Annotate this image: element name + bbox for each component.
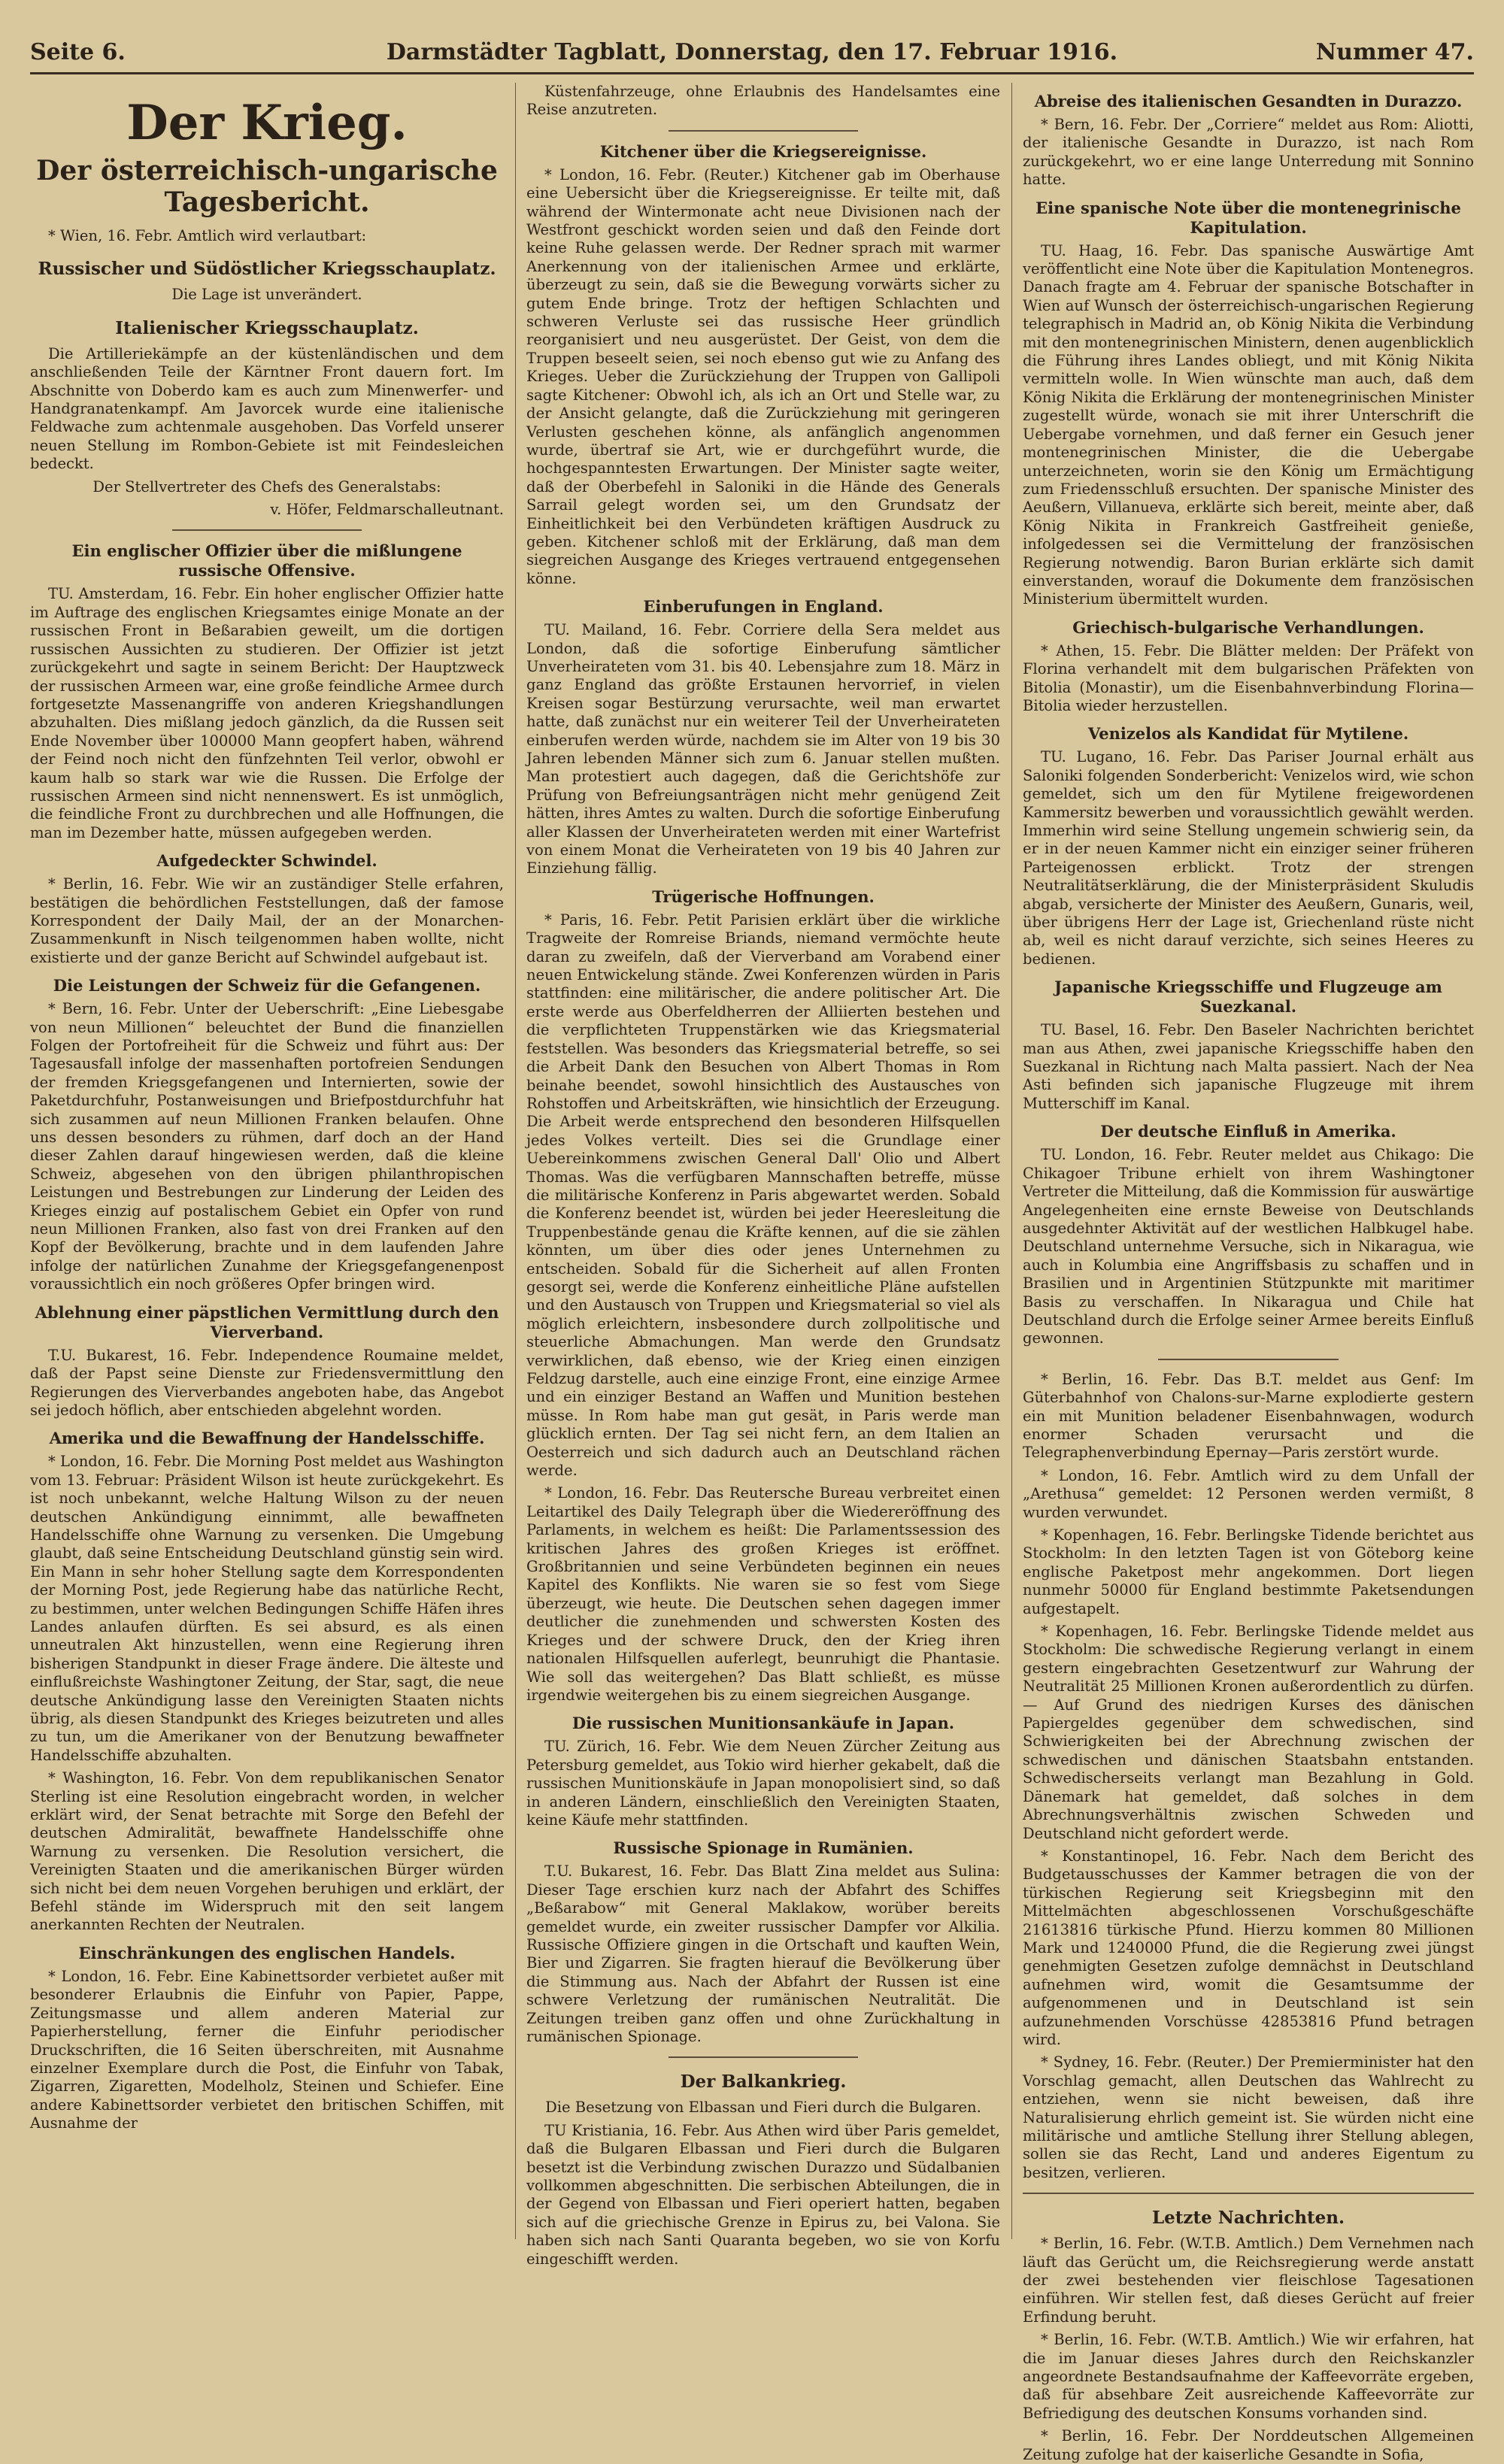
article-text: TU. London, 16. Febr. Reuter meldet aus Chikago: Die Chikagoer Tribune erhielt von ihrem Washingtoner Vertreter die Mitteilung, daß die Kommission für auswärtige Angelegenheiten eine ernste Beweise von Deutschlands ausgedehnter Aktivität auf der westlichen Halbkugel habe. Deutschland unternehme Versuche, sich in Nikaragua, wie auch in Kolumbia eine Angriffsbasis zu schaffen und in Brasilien und in Argentinien Stützpunkte mit maritimer Basis zu verschaffen. In Nikaragua und Chile hat Deutschland durch die Erfolge seiner Armee bereits Einfluß gewonnen. (1023, 1146, 1474, 1347)
article-heading: Die Leistungen der Schweiz für die Gefangenen. (53, 976, 481, 996)
signature-name: v. Höfer, Feldmarschalleutnant. (270, 501, 504, 519)
article-heading: Trügerische Hoffnungen. (652, 886, 875, 906)
section-heading: Russischer und Südöstlicher Kriegsschauplatz. (38, 259, 496, 280)
separator (1023, 2193, 1474, 2194)
article-text: * London, 16. Febr. Die Morning Post meldet aus Washington vom 13. Februar: Präsident Wilson ist heute zurückgekehrt. Es ist noch unbekannt, welche Haltung Wilson zu der neuen deutschen Ankündigung einnimmt, alle bewaffneten Handelsschiffe ohne Warnung zu versenken. Die Umgebung glaubt, daß seine Entscheidung Deutschland günstig sein wird. Ein Mann in sehr hoher Stellung sagte dem Korrespondenten der Morning Post, jede Regierung habe das natürliche Recht, zu bestimmen, unter welchen Bedingungen Schiffe Häfen ihres Landes anlaufen dürften. Es sei absurd, es als einen unneutralen Akt hinzustellen, wenn eine Regierung ihren bisherigen Standpunkt in dieser Frage ändere. Die älteste und einflußreichste Washingtoner Zeitung, der Star, sagt, die neue deutsche Ankündigung lasse den Vereinigten Staaten nichts übrig, als diesen Standpunkt des Krieges beizutreten und alles zu tun, um die Amerikaner von der Benutzung bewaffneter Handelsschiffe abzuhalten. (30, 1453, 504, 1764)
article-text: Küstenfahrzeuge, ohne Erlaubnis des Handelsamtes eine Reise anzutreten. (526, 83, 1000, 119)
article-text: Die Lage ist unverändert. (171, 286, 362, 304)
article-text: TU. Basel, 16. Febr. Den Baseler Nachrichten berichtet man aus Athen, zwei japanische Kriegsschiffe haben den Suezkanal in Richtung nach Malta passiert. Nach der Nea Asti befinden sich japanische Flugzeuge mit ihrem Mutterschiff im Kanal. (1023, 1021, 1474, 1112)
column-2 (526, 83, 1001, 2268)
article-text: * Paris, 16. Febr. Petit Parisien erklärt über die wirkliche Tragweite der Romreise Briands, niemand vermöchte heute daran zu zweifeln, daß der Vierverband am Vorabend einer neuen Entwickelung stände. Zwei Konferenzen würden in Paris stattfinden: eine militärischer, die andere politischer Art. Die erste werde aus Oberfeldherren der Alliierten bestehen und die verpflichteten Truppenstärken wie das Kriegsmaterial feststellen. Was besonders das Kriegsmaterial betreffe, so sei die Arbeit Dank den Besuchen von Albert Thomas in Rom beinahe beendet, sowohl hinsichtlich des Austausches von Rohstoffen und Arbeitskräften, wie hinsichtlich der Erzeugung. Die Arbeit werde entsprechend den besonderen Hilfsquellen jedes Volkes verteilt. Dies sei die Grundlage einer Uebereinkommens zwischen General Dall' Olio und Albert Thomas. Was die verfügbaren Mannschaften betreffe, müsse die militärische Konferenz in Paris abgewartet werden. Sobald die Konferenz beendet ist, würden bei jeder Heeresleitung die Truppenbestände genau die Kräfte kennen, auf die sie zählen könnten, um über dies oder jenes Unternehmen zu entscheiden. Sobald für die Sicherheit auf allen Fronten gesorgt sei, werde die Konferenz einheitliche Pläne aufstellen und den Austausch von Truppen und Kriegsmaterial so viel als möglich erleichtern, insbesondere durch zollpolitische und steuerliche Abmachungen. Man werde den Grundsatz verwirklichen, daß ebenso, wie der Krieg einen einzigen Feldzug darstelle, auch eine einzige Front, eine einzige Armee und ein einziger Bestand an Waffen und Munition bestehen müsse. In Rom habe man gut gesät, in Paris werde man glücklich ernten. Der Tag sei nicht fern, an dem Italien an Oesterreich und sich dadurch auch an Deutschland rächen werde. (526, 911, 1000, 1480)
article-text: * Berlin, 16. Febr. Wie wir an zuständiger Stelle erfahren, bestätigen die behördlichen Feststellungen, daß der famose Korrespondent der Daily Mail, der an der Monarchen-Zusammenkunft in Nisch teilgenommen haben wollte, nicht existierte und der ganze Bericht auf Schwindel aufgebaut ist. (30, 875, 504, 966)
article-text: T.U. Bukarest, 16. Febr. Das Blatt Zina meldet aus Sulina: Dieser Tage erschien kurz nach der Abfahrt des Schiffes „Beßarabow“ mit General Maklakow, worüber bereits gemeldet wurde, ein zweiter russischer Dampfer vor Alkilia. Russische Offiziere gingen in die Ortschaft und kauften Wein, Bier und Zigarren. Sie fragten hierauf die Bevölkerung über die Stimmung aus. Nach der Abfahrt der Russen ist eine schwere Verletzung der rumänischen Neutralität. Die Zeitungen treiben ganz offen und ohne Zurückhaltung in rumänischen Spionage. (526, 1862, 1000, 2045)
article-heading: Einberufungen in England. (643, 597, 884, 617)
separator (172, 529, 362, 531)
article-heading: Einschränkungen des englischen Handels. (78, 1943, 456, 1962)
article-text: * Bern, 16. Febr. Der „Corriere“ meldet aus Rom: Aliotti, der italienische Gesandte in Durazzo, ist nach Rom zurückgekehrt, wo er eine lange Unterredung mit Sonnino hatte. (1023, 116, 1474, 189)
sub-title: Der österreichisch-ungarische Tagesbericht. (36, 155, 498, 218)
article-heading: Japanische Kriegsschiffe und Flugzeuge am Suezkanal. (1054, 977, 1442, 1017)
article-text: * Kopenhagen, 16. Febr. Berlingske Tidende meldet aus Stockholm: Die schwedische Regierung verlangt in einem gestern eingebrachten Gesetzentwurf zur Wahrung der Neutralität 25 Millionen Kronen außerordentlich zu dürfen. — Auf Grund des niedrigen Kurses des dänischen Papiergeldes gegenüber dem schwedischen, sind Schwierigkeiten bei der Abrechnung zwischen der schwedischen und dänischen Staatsbahn entstanden. Schwedischerseits verlangt man Bezahlung in Gold. Dänemark hat gemeldet, daß solches in dem Abrechnungsverhältnis zwischen Schweden und Deutschland nicht gefordert werde. (1023, 1623, 1474, 1842)
article-text: * Berlin, 16. Febr. Das B.T. meldet aus Genf: Im Güterbahnhof von Chalons-sur-Marne explodierte gestern ein mit Munition beladener Eisenbahnwagen, wodurch enormer Schaden verursacht und die Telegraphenverbindung Epernay—Paris zerstört wurde. (1023, 1370, 1474, 1462)
article-text: * Bern, 16. Febr. Unter der Ueberschrift: „Eine Liebesgabe von neun Millionen“ beleuchtet der Bund die finanziellen Folgen der Portofreiheit für die Schweiz und führt aus: Der Tagesausfall infolge der massenhaften portofreien Sendungen der fremden Kriegsgefangenen und Internierten, sowie der Paketdurchfuhr, Postanweisungen und Briefpostdurchfuhr hat sich zusammen auf neun Millionen Franken belaufen. Ohne uns dessen besonders zu rühmen, darf doch an der Hand dieser Zahlen darauf hingewiesen werden, daß die kleine Schweiz, abgesehen von den übrigen philanthropischen Leistungen und Bestrebungen zur Linderung der Leiden des Krieges einzig auf postalischem Gebiet ein Opfer von rund neun Millionen Franken, also fast von drei Franken auf den Kopf der Bevölkerung, brachte und in dem laufenden Jahre infolge der natürlichen Zunahme der Kriegsgefangenenpost voraussichtlich ein noch größeres Opfer bringen wird. (30, 1000, 504, 1293)
article-text: TU. Zürich, 16. Febr. Wie dem Neuen Zürcher Zeitung aus Petersburg gemeldet, aus Tokio wird hierher gekabelt, daß die russischen Munitionskäufe in Japan monopolisiert sind, so daß in anderen Ländern, einschließlich den Vereinigten Staaten, keine Käufe mehr stattfinden. (526, 1738, 1000, 1829)
article-heading: Kitchener über die Kriegsereignisse. (599, 141, 927, 161)
article-heading: Russische Spionage in Rumänien. (613, 1838, 914, 1858)
main-title: Der Krieg. (126, 95, 408, 151)
section-heading: Italienischer Kriegsschauplatz. (115, 317, 419, 338)
article-text: * Athen, 15. Febr. Die Blätter melden: Der Präfekt von Florina verhandelt mit dem bulgarischen Präfekten von Bitolia (Monastir), um die Eisenbahnverbindung Florina—Bitolia wieder herzustellen. (1023, 641, 1474, 714)
article-text: * London, 16. Febr. (Reuter.) Kitchener gab im Oberhause eine Uebersicht über die Kriegsereignisse. Er teilte mit, daß während der Wintermonate acht neue Divisionen nach der Westfront geschickt worden seien und daß den Feinde dort keine Ruhe gelassen werde. Der Redner sprach mit warmer Anerkennung von der italienischen Armee und erklärte, überzeugt zu sein, daß sie die Bewegung vorwärts sicher zu gutem Ende bringe. Trotz der heftigen Schlachten und schweren Verluste sei das russische Heer gründlich reorganisiert und neu ausgerüstet. Der Geist, von dem die Truppen beseelt seien, sei noch ebenso gut wie zu Anfang des Krieges. Ueber die Zurückziehung der Truppen von Gallipoli sagte Kitchener: Obwohl ich, als ich an Ort und Stelle war, zu der Ansicht gelangte, daß die Zurückziehung mit geringeren Verlusten geschehen könne, als anfänglich angenommen wurde, übertraf sie Art, wie er durchgeführt wurde, die hochgespanntesten Erwartungen. Der Minister sagte weiter, daß der Oberbefehl in Saloniki in die Hände des Generals Sarrail gelegt worden sei, um den Grundsatz der Einheitlichkeit bei den Verbündeten kräftigen Ausdruck zu geben. Kitchener schloß mit der Erklärung, daß man dem siegreichen Ausgange des Krieges vertrauend entgegensehen könne. (526, 165, 1000, 587)
article-heading: Ablehnung einer päpstlichen Vermittlung durch den Vierverband. (35, 1302, 499, 1341)
article-text: * Sydney, 16. Febr. (Reuter.) Der Premierminister hat den Vorschlag gemacht, allen Deutschen das Wahlrecht zu entziehen, wenn sie nicht beweisen, daß ihre Naturalisierung ehrlich gemeint ist. Sie würden nicht eine militärische und amtliche Stellung ihrer Stellung ablegen, sollen sie das Recht, Land und anderes Eigentum zu besitzen, verlieren. (1023, 2053, 1474, 2181)
article-text: * London, 16. Febr. Das Reutersche Bureau verbreitet einen Leitartikel des Daily Telegraph über die Wiedereröffnung des Parlaments, in welchem es heißt: Die Parlamentssession des kritischen Jahres des großen Krieges ist eröffnet. Großbritannien und seine Verbündeten beginnen ein neues Kapitel des Konflikts. Nie waren sie so fest vom Siege überzeugt, wie heute. Die Deutschen sehen dagegen immer deutlicher die zunehmenden und schwersten Kosten des Krieges und der schwere Druck, den der Krieg ihren nationalen Hilfsquellen auferlegt, beunruhigt die Phantasie. Wie soll das weitergehen? Das Blatt schließt, es müsse irgendwie weitergehen bis zu einem siegreichen Ausgange. (526, 1484, 1000, 1704)
article-text: Die Artilleriekämpfe an der küstenländischen und dem anschließenden Teile der Kärntner Front dauern fort. Im Abschnitte von Doberdo kam es auch zum Minenwerfer- und Handgranatenkampf. Am Javorcek wurde eine italienische Feldwache zum achtenmale ausgehoben. Das Vorfeld unserer neuen Stellung im Rombon-Gebiete ist mit Feindesleichen bedeckt. (30, 344, 504, 473)
article-text: TU. Mailand, 16. Febr. Corriere della Sera meldet aus London, daß die sofortige Einberufung sämtlicher Unverheirateten vom 31. bis 40. Lebensjahre zum 18. März in ganz England das größte Erstaunen hervorrief, in vielen Kreisen sogar Bestürzung verursachte, weil man erwartet hatte, daß zunächst nur ein weiterer Teil der Unverheirateten einberufen werden würde, nachdem sie im Alter von 19 bis 30 Jahren lebenden Männer sich zum 6. Januar stellen mußten. Man protestiert auch dagegen, daß die Gerichtshöfe zur Prüfung von Befreiungsanträgen nicht mehr genügend Zeit hätten, ihres Amtes zu walten. Durch die sofortige Einberufung aller Klassen der Unverheirateten werden mit einer Wartefrist von einem Monat die Verheirateten von 19 bis 40 Jahren zur Einziehung fällig. (526, 621, 1001, 877)
article-heading: Die russischen Munitionsankäufe in Japan. (572, 1714, 955, 1733)
article-intro: * Wien, 16. Febr. Amtlich wird verlautbart: (48, 227, 367, 244)
article-text: T.U. Bukarest, 16. Febr. Independence Roumaine meldet, daß der Papst seine Dienste zur Friedensvermittlung den Regierungen des Vierverbandes angeboten habe, das Angebot sei jedoch höflich, aber entschieden abgelehnt worden. (30, 1346, 504, 1419)
separator (1158, 1359, 1339, 1360)
article-text: * Berlin, 16. Febr. (W.T.B. Amtlich.) Wie wir erfahren, hat die im Januar dieses Jahres durch den Reichskanzler angeordnete Bestandsaufnahme der Kaffeevorräte ergeben, daß für absehbare Zeit ausreichende Kaffeevorräte zur Befriedigung des deutschen Konsums vorhanden sind. (1023, 2331, 1474, 2422)
article-heading: Griechisch-bulgarische Verhandlungen. (1072, 617, 1424, 637)
section-heading: Der Balkankrieg. (680, 2072, 847, 2093)
signature-line: Der Stellvertreter des Chefs des Generalstabs: (92, 477, 441, 496)
article-text: * Kopenhagen, 16. Febr. Berlingske Tidende berichtet aus Stockholm: In den letzten Tagen ist von Göteborg keine englische Paketpost mehr angekommen. Dort liegen nunmehr 50000 für England bestimmte Paketsendungen aufgestapelt. (1023, 1526, 1474, 1617)
article-heading: Venizelos als Kandidat für Mytilene. (1087, 724, 1409, 744)
article-text: * London, 16. Febr. Amtlich wird zu dem Unfall der „Arethusa“ gemeldet: 12 Personen werden vermißt, 8 wurden verwundet. (1023, 1466, 1474, 1521)
article-subheading: Die Besetzung von Elbassan und Fieri durch die Bulgaren. (545, 2099, 981, 2117)
article-text: TU. Amsterdam, 16. Febr. Ein hoher englischer Offizier hatte im Auftrage des englischen Kriegsamtes einige Monate an der russischen Front in Beßarabien geweilt, um die dortigen russischen Aussichten zu studieren. Der Offizier ist jetzt zurückgekehrt und sagte in seinem Bericht: Der Hauptzweck der russischen Armeen war, eine große feindliche Armee durch fortgesetzte Massenangriffe von anderen Kriegshandlungen abzuhalten. Dies mißlang jedoch gänzlich, da die Russen seit Ende November über 100000 Mann geopfert haben, während der Feind noch nicht den fünfzehnten Teil verlor, obwohl er kaum halb so stark war wie die Russen. Die Erfolge der russischen Armeen sind nicht nennenswert. Es ist unmöglich, die feindliche Front zu durchbrechen und alle Hoffnungen, die man im Dezember hatte, müssen aufgegeben werden. (30, 585, 504, 841)
issue-number: Nummer 47. (1315, 39, 1474, 65)
separator (669, 2056, 858, 2058)
article-heading: Der deutsche Einfluß in Amerika. (1100, 1122, 1396, 1141)
article-text: * London, 16. Febr. Eine Kabinettsorder verbietet außer mit besonderer Erlaubnis die Einfuhr von Papier, Pappe, Zeitungsmasse und allem anderen Material zur Papierherstellung, ferner die Einfuhr periodischer Druckschriften, die 16 Seiten überschreiten, mit Ausnahme einzelner Exemplare durch die Post, die Einfuhr von Tabak, Zigarren, Zigaretten, Modelholz, Steinen und Schiefer. Eine andere Kabinettsorder verbietet den britischen Schiffen, mit Ausnahme der (30, 1967, 504, 2132)
column-3 (1023, 83, 1474, 2463)
article-text: * Berlin, 16. Febr. (W.T.B. Amtlich.) Dem Vernehmen nach läuft das Gerücht um, die Reichsregierung werde anstatt der zwei bestehenden vier fleischlose Tagesationen einführen. Wir stellen fest, daß dieses Gerücht auf freier Erfindung beruht. (1023, 2235, 1474, 2326)
section-heading: Letzte Nachrichten. (1152, 2208, 1345, 2229)
separator (669, 130, 858, 132)
page-number: Seite 6. (30, 39, 126, 65)
article-heading: Amerika und die Bewaffnung der Handelsschiffe. (49, 1429, 485, 1448)
article-heading: Abreise des italienischen Gesandten in Durazzo. (1034, 92, 1463, 111)
article-heading: Eine spanische Note über die montenegrinische Kapitulation. (1036, 198, 1461, 237)
article-text: * Konstantinopel, 16. Febr. Nach dem Bericht des Budgetausschusses der Kammer betragen die von der türkischen Regierung seit Kriegsbeginn mit den Mittelmächten abgeschlossenen Vorschußgeschäfte 21613816 türkische Pfund. Hierzu kommen 80 Millionen Mark und 1240000 Pfund, die die Regierung zwei jüngst genehmigten Gesetzen zufolge demnächst in Deutschland aufnehmen wird, womit die Gesamtsumme der aufgenommenen und in Deutschland ist sein aufzunehmenden Vorschüsse 42853816 Pfund betragen wird. (1023, 1847, 1474, 2048)
article-text: * Berlin, 16. Febr. Der Norddeutschen Allgemeinen Zeitung zufolge hat der kaiserliche Gesandte in Sofia, (1023, 2427, 1474, 2463)
article-text: TU. Lugano, 16. Febr. Das Pariser Journal erhält aus Saloniki folgenden Sonderbericht: Venizelos wird, wie schon gemeldet, sich um den für Mytilene freigewordenen Kammersitz bewerben und voraussichtlich gewählt werden. Immerhin wird seine Stellung ungemein schwierig sein, da er in der neuen Kammer nicht ein einziger seiner früheren Parteigenossen erblickt. Trotz der strengen Neutralitätserklärung, die der Ministerpräsident Skuludis abgab, versicherte der Minister des Aeußern, Gunaris, weil, über übrigens Herr der Lage ist, Griechenland rüste nicht ab, weil es nicht darauf verzichte, sich seines Heeres zu bedienen. (1023, 748, 1474, 968)
masthead (30, 33, 1474, 74)
columns (30, 83, 1474, 2463)
column-1 (30, 83, 504, 2239)
newspaper-title-date: Darmstädter Tagblatt, Donnerstag, den 17. Februar 1916. (386, 39, 1118, 65)
article-text: TU Kristiania, 16. Febr. Aus Athen wird über Paris gemeldet, daß die Bulgaren Elbassan und Fieri durch die Bulgaren besetzt ist die Verbindung zwischen Durazzo und Südalbanien vollkommen abgeschnitten. Die serbischen Abteilungen, die in der Gegend von Elbassan und Fieri operiert hatten, begaben sich auf die griechische Grenze in Epirus zu, bei Valona. Sie haben sich nach Santi Quaranta begeben, wo sie von Korfu eingeschifft werden. (526, 2121, 1000, 2268)
article-text: * Washington, 16. Febr. Von dem republikanischen Senator Sterling ist eine Resolution eingebracht worden, in welcher erklärt wird, der Senat betrachte mit Sorge den Befehl der deutschen Admiralität, bewaffnete Handelsschiffe ohne Warnung zu versenken. Die Resolution versichert, die Vereinigten Staaten und die amerikanischen Bürger würden sich nicht bei dem neuen Vorgehen beruhigen und erklärt, der Befehl stände im Widerspruch mit den seit langem anerkannten Rechten der Neutralen. (30, 1769, 504, 1934)
article-heading: Aufgedeckter Schwindel. (156, 851, 378, 871)
article-heading: Ein englischer Offizier über die mißlungene russische Offensive. (71, 541, 462, 580)
article-text: TU. Haag, 16. Febr. Das spanische Auswärtige Amt veröffentlicht eine Note über die Kapitulation Montenegros. Danach fragte am 4. Februar der spanische Botschafter in Wien auf Wunsch der österreichisch-ungarischen Regierung telegraphisch in Madrid an, ob König Nikita die Verbindung mit den montenegrinischen Ministern, denen augenblicklich die Führung ihres Landes obliegt, und mit König Nikita vermitteln wolle. In Wien wünschte man auch, daß dem König Nikita die Erklärung der montenegrinischen Minister zugestellt würde, wonach sie mit ihrer Unterschrift die Uebergabe vornehmen, und daß ferner ein Gesuch jener montenegrinischen Minister, die die Uebergabe unterzeichneten, worin sie den König um Ermächtigung zum Friedensschluß ersuchten. Der spanische Minister des Aeußern, Villanueva, erklärte sich bereit, meinte aber, daß König Nikita in Frankreich Gastfreiheit genieße, infolgedessen sei die Vermittelung der französischen Regierung notwendig. Baron Burian erklärte sich damit einverstanden, worauf die Dokumente dem französischen Ministerium übermittelt wurden. (1023, 241, 1474, 608)
